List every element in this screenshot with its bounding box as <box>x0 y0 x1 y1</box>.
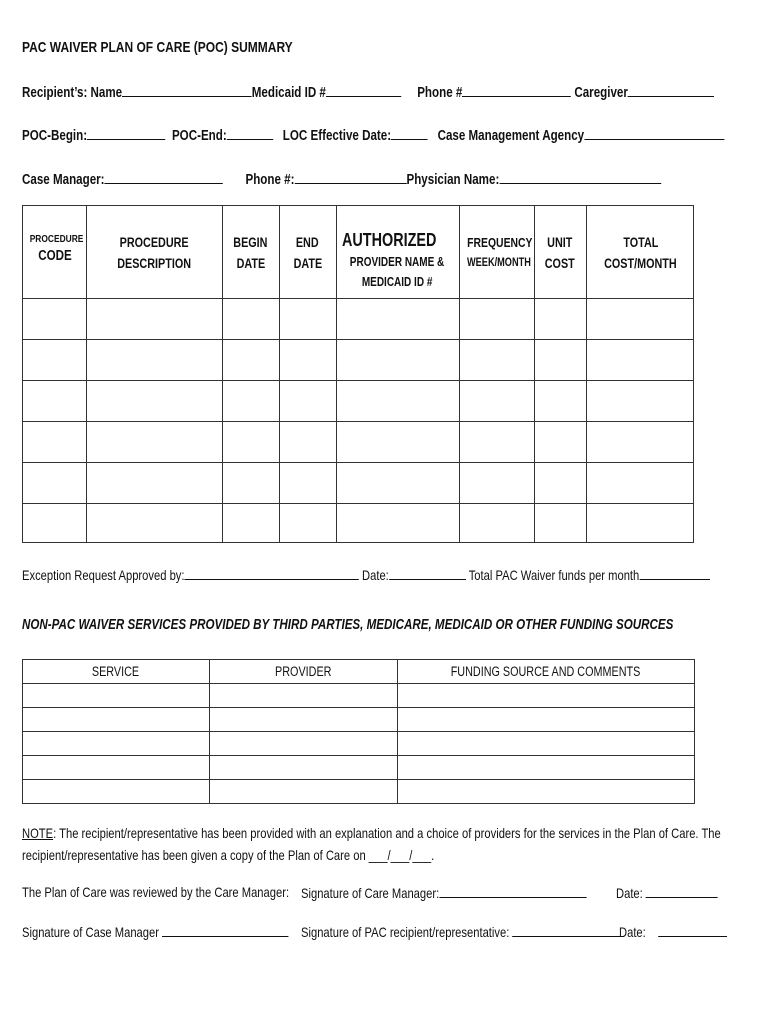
case-management-agency-label: Case Management Agency <box>437 128 585 144</box>
care-manager-signature-field[interactable] <box>439 884 586 898</box>
review-date-label: Date: <box>616 885 643 901</box>
total-funds-field[interactable] <box>639 566 709 580</box>
reviewed-by-text: The Plan of Care was reviewed by the Care Manager: <box>22 884 290 900</box>
case-manager-signature-field[interactable] <box>162 923 288 937</box>
unit-cost-header: UNIT COST <box>544 235 575 271</box>
care-manager-signature-row <box>301 884 658 901</box>
service-header: SERVICE <box>92 664 140 679</box>
case-manager-phone-field[interactable] <box>294 170 406 184</box>
poc-begin-field[interactable] <box>87 126 165 140</box>
loc-effective-date-field[interactable] <box>391 126 428 140</box>
case-manager-signature-label: Signature of Case Manager <box>22 924 159 940</box>
case-manager-phone-label: Phone #: <box>245 172 295 188</box>
note-label: NOTE <box>22 825 54 841</box>
end-date-header: END DATE <box>293 235 322 271</box>
case-manager-field[interactable] <box>105 170 223 184</box>
recipient-info-row <box>22 83 770 101</box>
note-line-2: recipient/representative has been given a copy of the Plan of Care on ___/___/___. <box>22 847 435 863</box>
non-pac-services-table <box>22 659 695 804</box>
exception-request-row <box>22 566 770 583</box>
medicaid-id-label: Medicaid ID # <box>251 85 326 101</box>
exception-date-label: Date: <box>362 567 389 583</box>
case-manager-label: Case Manager: <box>22 172 105 188</box>
poc-end-field[interactable] <box>227 126 273 140</box>
funding-source-header: FUNDING SOURCE AND COMMENTS <box>451 664 641 679</box>
begin-date-header: BEGIN DATE <box>233 235 268 271</box>
procedure-table <box>22 205 694 543</box>
authorized-provider-header: AUTHORIZED PROVIDER NAME & MEDICAID ID # <box>342 230 445 289</box>
recipient-name-field[interactable] <box>122 83 252 97</box>
procedure-description-header: PROCEDURE DESCRIPTION <box>117 235 191 271</box>
medicaid-id-field[interactable] <box>326 83 401 97</box>
case-management-agency-field[interactable] <box>584 126 724 140</box>
exception-approved-label: Exception Request Approved by: <box>22 567 185 583</box>
signature-date-field[interactable] <box>658 923 727 937</box>
pac-recipient-signature-label: Signature of PAC recipient/representative: <box>301 924 510 940</box>
total-cost-header: TOTAL COST/MONTH <box>604 235 677 271</box>
physician-name-field[interactable] <box>499 170 661 184</box>
care-manager-signature-label: Signature of Care Manager: <box>301 885 440 901</box>
phone-field[interactable] <box>462 83 571 97</box>
non-pac-heading: NON-PAC WAIVER SERVICES PROVIDED BY THIRD PARTIES, MEDICARE, MEDICAID OR OTHER FUNDING SOURCES <box>22 617 674 633</box>
note-line-1: NOTE: The recipient/representative has been provided with an explanation and a choice of providers for the services in the Plan of Care. The <box>22 825 721 841</box>
phone-label: Phone # <box>417 85 463 101</box>
signature-date-label: Date: <box>619 924 646 940</box>
caregiver-field[interactable] <box>628 83 714 97</box>
review-date-field[interactable] <box>646 884 718 898</box>
procedure-code-header: PROCEDURE CODE <box>29 233 84 264</box>
caregiver-label: Caregiver <box>574 85 628 101</box>
poc-begin-label: POC-Begin: <box>22 128 88 144</box>
loc-effective-date-label: LOC Effective Date: <box>282 128 392 144</box>
poc-end-label: POC-End: <box>171 128 227 144</box>
exception-approved-field[interactable] <box>185 566 359 580</box>
signature-date-row <box>619 923 754 940</box>
poc-dates-row <box>22 126 770 144</box>
physician-name-label: Physician Name: <box>406 172 500 188</box>
pac-recipient-signature-field[interactable] <box>512 923 624 937</box>
total-funds-label: Total PAC Waiver funds per month <box>468 567 640 583</box>
case-manager-row <box>22 170 770 188</box>
provider-header: PROVIDER <box>274 664 332 679</box>
form-title: PAC WAIVER PLAN OF CARE (POC) SUMMARY <box>22 39 293 56</box>
exception-date-field[interactable] <box>389 566 466 580</box>
review-date-row <box>616 884 743 901</box>
frequency-header: FREQUENCY WEEK/MONTH <box>466 235 533 269</box>
recipient-name-label: Recipient’s: Name <box>22 85 123 101</box>
